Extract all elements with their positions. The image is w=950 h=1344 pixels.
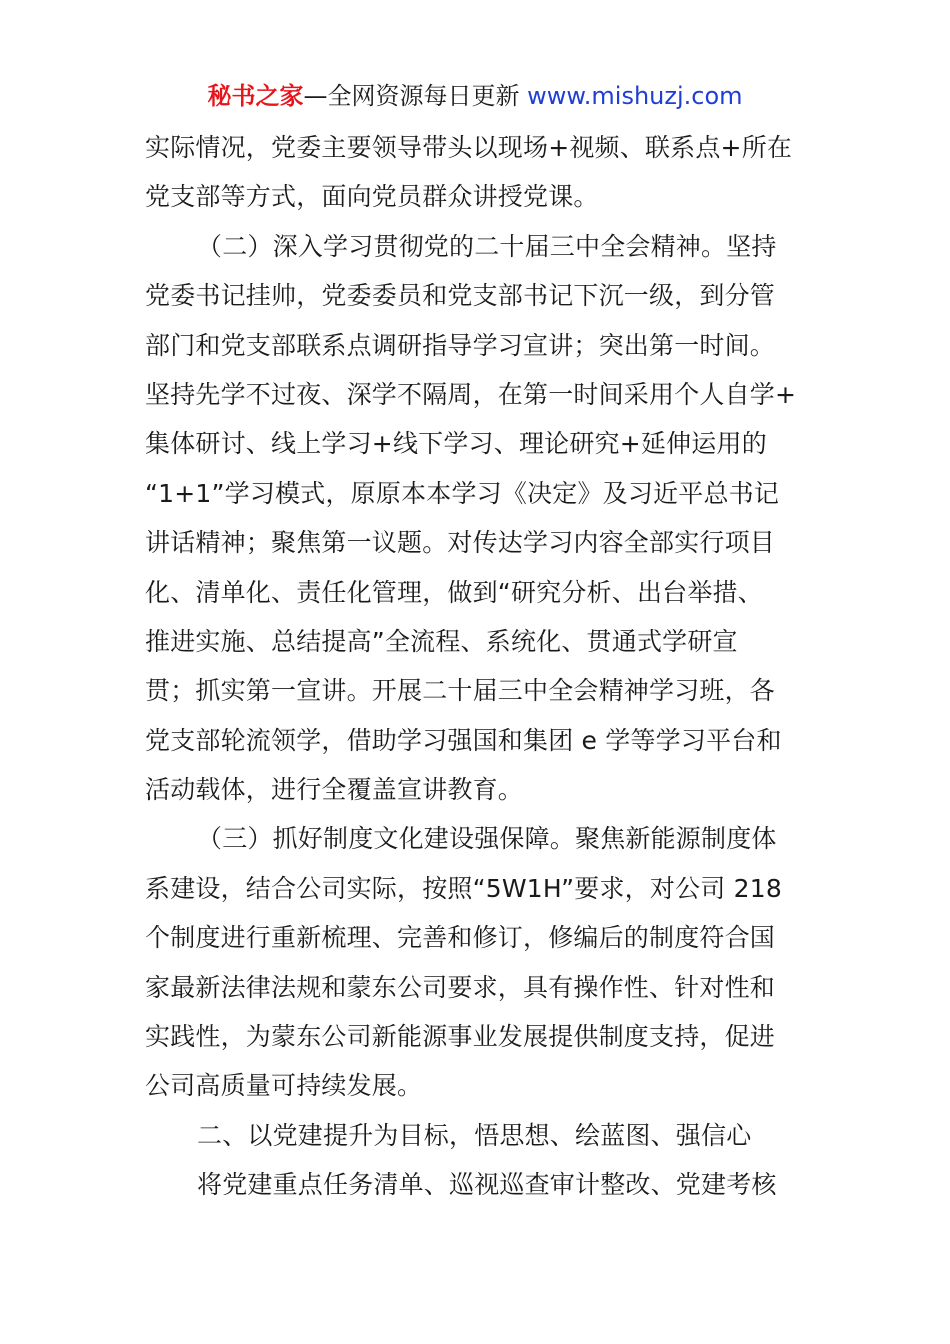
text-line: 化、清单化、责任化管理，做到“研究分析、出台举措、 bbox=[145, 577, 763, 607]
section-heading-3: （三）抓好制度文化建设强保障。聚焦新能源制度体 bbox=[197, 824, 777, 854]
text-line: 系建设，结合公司实际，按照“5W1H”要求，对公司 218 bbox=[145, 873, 782, 903]
text-line: 贯；抓实第一宣讲。开展二十届三中全会精神学习班，各 bbox=[145, 676, 776, 706]
text-line: 集体研讨、线上学习+线下学习、理论研究+延伸运用的 bbox=[145, 429, 767, 459]
text-line: 党支部等方式，面向党员群众讲授党课。 bbox=[145, 182, 599, 212]
text-line: 讲话精神；聚焦第一议题。对传达学习内容全部实行项目 bbox=[145, 528, 776, 558]
site-header bbox=[0, 78, 950, 114]
text-line: 家最新法律法规和蒙东公司要求，具有操作性、针对性和 bbox=[145, 972, 776, 1002]
text-line: 党委书记挂帅，党委委员和党支部书记下沉一级，到分管 bbox=[145, 281, 776, 311]
site-url-link[interactable]: www.mishuzj.com bbox=[527, 82, 743, 110]
text-line: 坚持先学不过夜、深学不隔周，在第一时间采用个人自学+ bbox=[145, 379, 797, 409]
text-line: 实际情况，党委主要领导带头以现场+视频、联系点+所在 bbox=[145, 133, 793, 162]
text-line: 公司高质量可持续发展。 bbox=[145, 1071, 423, 1101]
text-line: 党支部轮流领学，借助学习强国和集团 e 学等学习平台和 bbox=[145, 725, 782, 755]
chapter-heading: 二、以党建提升为目标，悟思想、绘蓝图、强信心 bbox=[197, 1120, 752, 1150]
text-line: 活动载体，进行全覆盖宣讲教育。 bbox=[145, 775, 524, 805]
text-line: 实践性，为蒙东公司新能源事业发展提供制度支持，促进 bbox=[145, 1022, 776, 1052]
text-line: 推进实施、总结提高”全流程、系统化、贯通式学研宣 bbox=[145, 626, 738, 656]
tagline: —全网资源每日更新 bbox=[303, 82, 520, 110]
document-body bbox=[145, 123, 810, 1210]
brand-name: 秘书之家 bbox=[207, 82, 304, 110]
text-line: 部门和党支部联系点调研指导学习宣讲；突出第一时间。 bbox=[145, 330, 776, 360]
text-line: 个制度进行重新梳理、完善和修订，修编后的制度符合国 bbox=[145, 923, 776, 953]
text-line: 将党建重点任务清单、巡视巡查审计整改、党建考核 bbox=[197, 1170, 777, 1200]
text-line: “1+1”学习模式，原原本本学习《决定》及习近平总书记 bbox=[145, 478, 780, 508]
section-heading-2: （二）深入学习贯彻党的二十届三中全会精神。坚持 bbox=[197, 231, 777, 261]
